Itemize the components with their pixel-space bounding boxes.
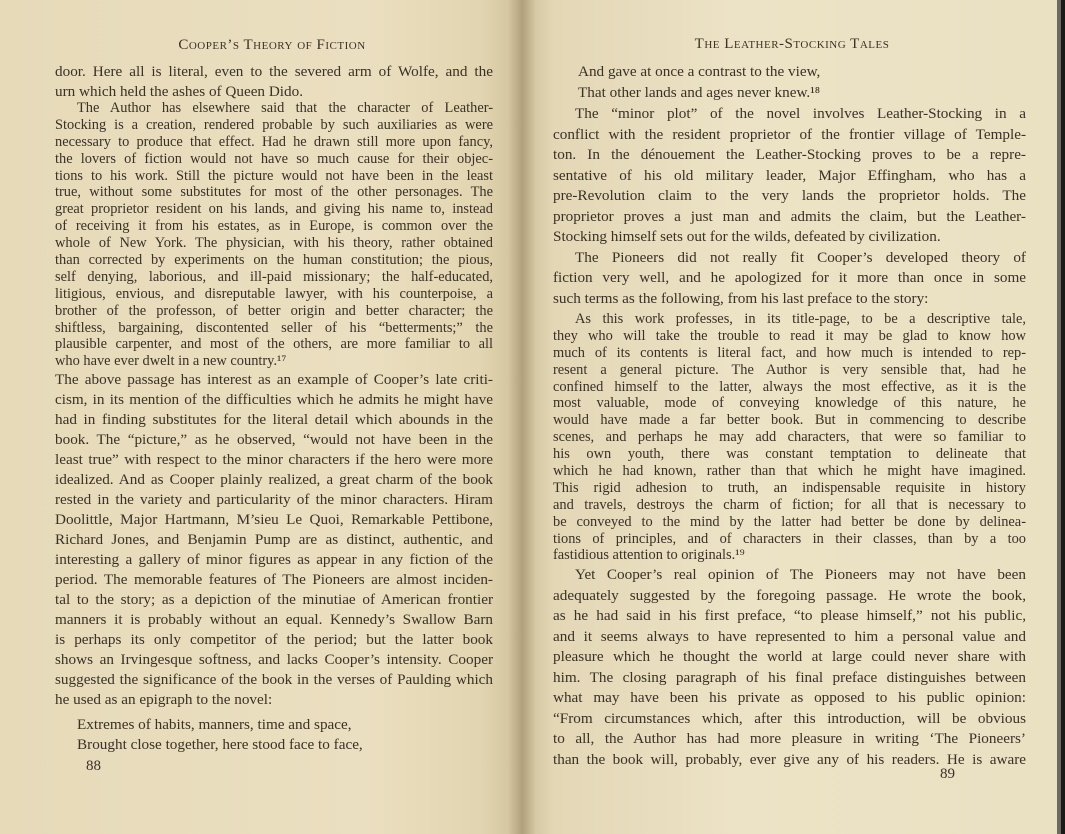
text-line: “From circumstances which, after this introduction, will be obvious [553,709,1026,727]
text-line: cism, in its mention of the difficulties which he admits he might have [55,391,493,408]
text-line: Stocking himself sets out for the wilds, defeated by civilization. [553,228,941,245]
text-line: This rigid adhesion to truth, an indispensable requisite in history [553,479,1026,496]
left-page-number: 88 [86,758,101,774]
left-verse [55,715,493,755]
text-line: brother of the professon, of better origin and better character; the [55,302,493,319]
right-quote [553,311,1026,564]
left-running-head: Cooper’s Theory of Fiction [178,37,366,53]
text-line: interesting a gallery of minor figures as appear in any fiction of the [55,551,493,568]
right-block-2 [553,565,1026,770]
text-line: whole of New York. The physician, with his theory, rather obtained [55,235,493,252]
text-line: tions to his work. Still the picture would not have been in the least [55,167,493,184]
text-line: be conveyed to the mind by the latter had better be done by delinea- [553,513,1026,530]
text-line: to all, the Author has had more pleasure in writing ‘The Pioneers’ [553,730,1026,747]
text-line: suggested the significance of the book in the verses of Paulding which [55,671,493,688]
text-line: fiction very well, and he apologized for it more than once in some [553,269,1026,286]
verse-line: That other lands and ages never knew.¹⁸ [578,83,821,101]
text-line: had in finding substitutes for the literal detail which abounds in the [55,411,493,428]
verse-line: And gave at once a contrast to the view, [578,63,821,80]
text-line: scenes, and perhaps he may add characters, that were so familiar to [553,429,1026,446]
text-line: most valuable, mode of conveying knowledge of this nature, he [553,395,1026,412]
text-line: tal to the story; as a depiction of the minutiae of American frontier [55,591,493,608]
text-line: pleasure which he thought the world at large could never share with [553,648,1026,665]
left-block-2 [55,370,493,710]
text-line: proprietor proves a just man and admits the claim, but the Leather- [553,207,1026,225]
text-line: idealized. And as Cooper plainly realized, a great charm of the book [55,471,493,488]
text-line: great proprietor resident on his lands, and giving his name to, instead [55,201,493,218]
text-line: confined himself to the latter, always the most effective, as it is the [553,378,1026,395]
text-line: adequately suggested by the foregoing passage. He wrote the book, [553,586,1026,604]
text-line: Stocking is a creation, rendered probable by such auxiliaries as were [55,116,493,133]
text-line: what may have been his private as opposed to his public opinion: [553,689,1026,706]
text-line: ton. In the dénouement the Leather-Stocking proves to be a repre- [553,146,1026,163]
text-line: such terms as the following, from his last preface to the story: [553,289,929,307]
text-line: true, without some substitutes for most of the other personages. The [55,184,493,201]
text-line: pre-Revolution claim to the very lands the proprietor holds. The [553,187,1026,204]
text-line: tions of principles, and of characters in their classes, than by a too [553,530,1026,547]
text-line: book. The “picture,” as he observed, “would not have been in the [55,431,493,448]
text-line: of receiving it from his estates, as in Europe, is common over the [55,218,493,235]
text-line: The Author has elsewhere said that the character of Leather- [77,100,493,116]
text-line: which he had known, rather than that which he might have imagined. [553,463,1026,480]
text-line: plausible carpenter, and most of the others, are more familiar to all [55,336,493,353]
text-line: shows an Irvingesque softness, and lacks Cooper’s intensity. Cooper [55,651,493,668]
left-block-1 [55,62,493,102]
text-line: as he had said in his first preface, “to please himself,” not his public, [553,607,1026,624]
text-line: him. The closing paragraph of his final preface distinguishes between [553,668,1026,686]
text-line: the lovers of fiction would not have so much cause for their objec- [55,150,493,167]
text-line: is perhaps its only competitor of the period; but the latter book [55,631,493,648]
left-quote [55,100,493,370]
text-line: rested in the variety and particularity of the minor characters. Hiram [55,491,493,508]
right-verse [553,62,1026,103]
text-line: shiftless, bargaining, discontented seller of his “betterments;” the [55,319,493,336]
text-line: his own youth, there was constant temptation to delineate that [553,446,1026,463]
text-line: necessary to produce that effect. Had he drawn still more upon fancy, [55,133,493,150]
verse-line: Extremes of habits, manners, time and space, [77,716,352,733]
text-line: The above passage has interest as an example of Cooper’s late criti- [55,371,493,388]
text-line: who have ever dwelt in a new country.¹⁷ [55,353,287,370]
text-line: than corrected by experiments on the human constitution; the pious, [55,252,493,269]
verse-line: Brought close together, here stood face to face, [77,736,363,753]
text-line: manners it is probably without an equal. Kennedy’s Swallow Barn [55,611,493,628]
text-line: they who will take the trouble to read it may be glad to know how [553,327,1026,344]
text-line: period. The memorable features of The Pioneers are almost inciden- [55,571,493,588]
text-line: conflict with the resident proprietor of the frontier village of Temple- [553,125,1026,143]
left-page [0,0,522,834]
text-line: door. Here all is literal, even to the severed arm of Wolfe, and the [55,63,493,80]
text-line: than the book will, probably, ever give any of his readers. He is aware [553,750,1026,768]
text-line: The Pioneers did not really fit Cooper’s developed theory of [575,248,1026,266]
text-line: self denying, laborious, and ill-paid missionary; the half-educated, [55,268,493,285]
text-line: and it seems always to have represented to him a personal value and [553,627,1026,645]
right-running-head: The Leather-Stocking Tales [694,36,890,52]
text-line: fastidious attention to originals.¹⁹ [553,547,745,564]
text-line: urn which held the ashes of Queen Dido. [55,83,303,100]
text-line: The “minor plot” of the novel involves Leather-Stocking in a [575,105,1026,122]
text-line: would have made a far better book. But in commencing to describe [553,412,1026,429]
right-page [522,0,1061,834]
right-page-number: 89 [940,766,955,782]
text-line: Doolittle, Major Hartmann, M’sieu Le Quoi, Remarkable Pettibone, [55,511,493,528]
text-line: least true” with respect to the minor characters if the hero were more [55,451,493,468]
text-line: he used as an epigraph to the novel: [55,691,273,708]
text-line: As this work professes, in its title-page, to be a descriptive tale, [575,311,1026,327]
text-line: sentative of his old military leader, Major Effingham, who has a [553,166,1026,184]
text-line: Yet Cooper’s real opinion of The Pioneers may not have been [575,566,1026,583]
text-line: much of its contents is literal fact, and how much is intended to rep- [553,344,1026,361]
text-line: litigious, envious, and disreputable lawyer, with his counterpoise, a [55,285,493,302]
text-line: resent a general picture. The Author is very sensible that, had he [553,361,1026,378]
right-block-1 [553,104,1026,309]
text-line: Richard Jones, and Benjamin Pump are as distinct, authentic, and [55,531,493,548]
text-line: and travels, destroys the charm of fiction; for all that is necessary to [553,496,1026,513]
